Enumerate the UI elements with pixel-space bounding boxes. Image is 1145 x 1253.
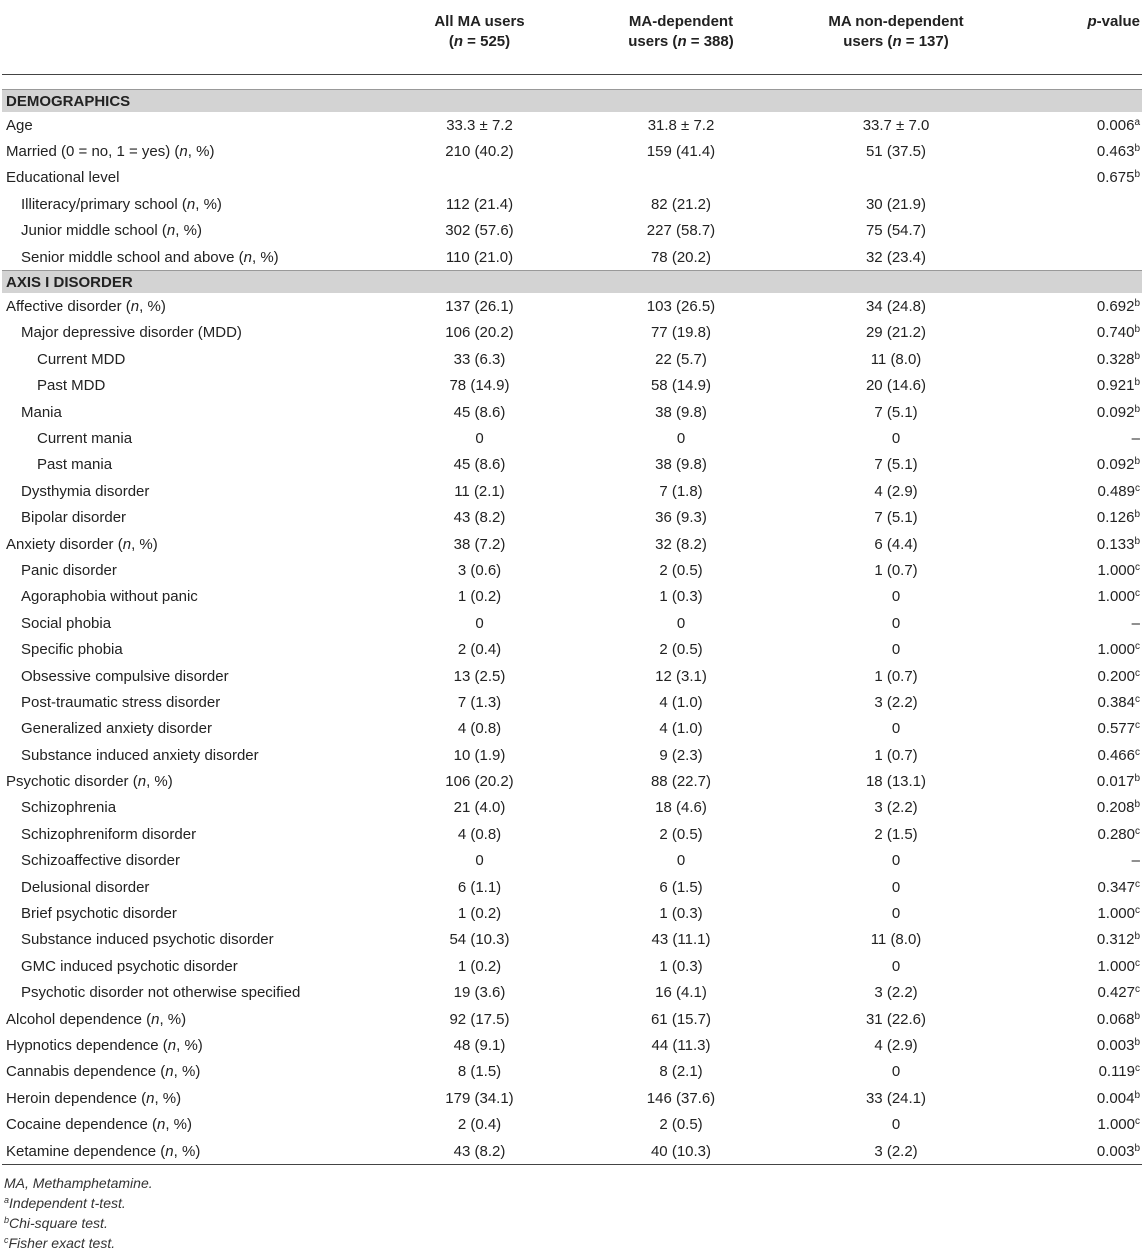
cell-p-value: 1.000$^c$ xyxy=(1097,905,1140,923)
cell-dependent: 18 (4.6) xyxy=(655,799,707,817)
cell-dependent: 2 (0.5) xyxy=(659,641,703,659)
footnote-marker: c xyxy=(1135,693,1140,705)
table-row xyxy=(2,663,1142,689)
cell-dependent: 22 (5.7) xyxy=(655,350,707,368)
table-row xyxy=(2,689,1142,715)
header-empty xyxy=(2,0,382,75)
footnote-marker: b xyxy=(1134,799,1140,811)
table-row xyxy=(2,795,1142,821)
cell-nondependent: 3 (2.2) xyxy=(874,693,918,711)
cell-p-value: 0.740$^b$ xyxy=(1096,324,1140,342)
cell-p-value: 0.003$^b$ xyxy=(1096,1036,1140,1054)
footnote-marker: b xyxy=(1134,169,1140,181)
cell-all-users: 38 (7.2) xyxy=(453,535,506,553)
footnote-marker: c xyxy=(1135,746,1140,758)
cell-all-users: 2 (0.4) xyxy=(457,641,502,659)
row-label: Alcohol dependence (n, %) xyxy=(6,1010,187,1028)
cell-all-users: 33.3 ± 7.2 xyxy=(446,116,513,134)
table-row xyxy=(2,293,1142,319)
footnote-marker: b xyxy=(1134,143,1140,155)
table-row xyxy=(2,768,1142,794)
cell-dependent: 4 (1.0) xyxy=(659,720,703,738)
cell-nondependent: 1 (0.7) xyxy=(874,667,918,685)
cell-all-users: 0 xyxy=(475,852,484,870)
cell-p-value: 0.092$^b$ xyxy=(1096,403,1140,421)
table-row xyxy=(2,636,1142,662)
table-row xyxy=(2,531,1142,557)
table-row xyxy=(2,953,1142,979)
table-row xyxy=(2,1111,1142,1137)
cell-dependent: 32 (8.2) xyxy=(655,535,707,553)
footnote-marker: b xyxy=(1134,324,1140,336)
cell-nondependent: 75 (54.7) xyxy=(865,222,927,240)
cell-nondependent: 0 xyxy=(891,905,901,923)
row-label: Delusional disorder xyxy=(21,878,150,896)
unit-suffix: (n, %) xyxy=(160,1142,201,1160)
footnote-marker: c xyxy=(1135,641,1140,653)
footnote-marker: b xyxy=(1134,1089,1140,1101)
cell-nondependent: 3 (2.2) xyxy=(785,1138,1007,1165)
unit-suffix: (n, %) xyxy=(132,773,173,791)
cell-all-users: 19 (3.6) xyxy=(453,984,506,1002)
cell-p-value: 0.466$^c$ xyxy=(1097,746,1140,764)
cell-nondependent: 0 xyxy=(891,878,901,896)
footnote-marker: b xyxy=(1134,403,1140,415)
cell-nondependent: 0 xyxy=(891,641,901,659)
cell-dependent: 78 (20.2) xyxy=(650,248,712,266)
cell-p-value: – xyxy=(1131,614,1140,632)
cell-dependent: 6 (1.5) xyxy=(659,878,703,896)
cell-all-users: 33 (6.3) xyxy=(453,350,506,368)
cell-dependent: 1 (0.3) xyxy=(659,588,703,606)
section-header xyxy=(2,90,1142,113)
cell-all-users: 106 (20.2) xyxy=(445,773,514,791)
cell-p-value: 1.000$^c$ xyxy=(1097,561,1140,579)
cell-nondependent: 4 (2.9) xyxy=(874,1036,918,1054)
cell-p-value: 1.000$^c$ xyxy=(1097,957,1140,975)
row-label: Hypnotics dependence (n, %) xyxy=(6,1036,203,1054)
cell-p-value xyxy=(1007,244,1142,271)
cell-nondependent: 34 (24.8) xyxy=(865,298,927,316)
cell-nondependent: 33 (24.1) xyxy=(865,1089,927,1107)
cell-p-value: – xyxy=(1131,852,1140,870)
header-nondependent-users: MA non-dependent users (n = 137) xyxy=(785,0,1007,75)
table-row xyxy=(2,452,1142,478)
cell-nondependent: 0 xyxy=(891,1116,901,1134)
cell-p-value: 0.006$^a$ xyxy=(1096,116,1140,134)
cell-nondependent: 11 (8.0) xyxy=(870,350,922,368)
footnote-marker: c xyxy=(1135,561,1140,573)
table-row xyxy=(2,848,1142,874)
cell-all-users: 45 (8.6) xyxy=(453,456,506,474)
row-label: Post-traumatic stress disorder xyxy=(21,693,221,711)
unit-suffix: (n, %) xyxy=(146,1010,187,1028)
table-row xyxy=(2,138,1142,164)
cell-dependent: 38 (9.8) xyxy=(655,456,707,474)
row-label: Current MDD xyxy=(37,350,126,368)
row-label: Past MDD xyxy=(37,377,106,395)
cell-dependent: 103 (26.5) xyxy=(646,298,716,316)
footnote: MA, Methamphetamine. xyxy=(4,1175,153,1192)
unit-suffix: (n, %) xyxy=(151,1116,192,1134)
cell-dependent: 40 (10.3) xyxy=(577,1138,785,1165)
cell-nondependent: 7 (5.1) xyxy=(874,403,918,421)
row-label: Bipolar disorder xyxy=(21,509,127,527)
cell-dependent: 38 (9.8) xyxy=(655,403,707,421)
cell-all-users: 1 (0.2) xyxy=(457,588,502,606)
footnote-marker: c xyxy=(1135,1116,1140,1128)
unit-suffix: (n, %) xyxy=(161,222,202,240)
cell-all-users: 6 (1.1) xyxy=(457,878,502,896)
cell-nondependent: 20 (14.6) xyxy=(865,377,927,395)
footnote-marker: b xyxy=(1134,456,1140,468)
row-label: Junior middle school (n, %) xyxy=(21,222,202,240)
table-row xyxy=(2,478,1142,504)
cell-nondependent: 0 xyxy=(891,957,901,975)
row-label: Substance induced anxiety disorder xyxy=(21,746,259,764)
table-row xyxy=(2,191,1142,217)
cell-all-users: 210 (40.2) xyxy=(445,143,514,161)
cell-dependent: 4 (1.0) xyxy=(659,693,703,711)
row-label: Cocaine dependence (n, %) xyxy=(6,1116,192,1134)
cell-nondependent: 18 (13.1) xyxy=(865,773,927,791)
row-label: Age xyxy=(6,116,33,134)
cell-all-users: 112 (21.4) xyxy=(445,195,514,213)
cell-dependent: 2 (0.5) xyxy=(659,1116,703,1134)
unit-suffix: (n, %) xyxy=(181,195,222,213)
section-title: AXIS I DISORDER xyxy=(2,271,1142,294)
table-row xyxy=(2,244,1142,271)
cell-p-value: 1.000$^c$ xyxy=(1097,588,1140,606)
row-label: Ketamine dependence (n, %) xyxy=(2,1138,382,1165)
footnote-marker: c xyxy=(1135,905,1140,917)
cell-dependent: 58 (14.9) xyxy=(650,377,712,395)
cell-dependent: 2 (0.5) xyxy=(659,825,703,843)
cell-dependent: 77 (19.8) xyxy=(650,324,712,342)
cell-nondependent: 0 xyxy=(891,1063,901,1081)
cell-p-value: 0.328$^b$ xyxy=(1096,350,1140,368)
row-label: Married (0 = no, 1 = yes) (n, %) xyxy=(6,143,215,161)
cell-dependent: 7 (1.8) xyxy=(659,482,703,500)
row-label: Major depressive disorder (MDD) xyxy=(21,324,242,342)
cell-dependent: 12 (3.1) xyxy=(655,667,707,685)
cell-nondependent: 6 (4.4) xyxy=(874,535,918,553)
cell-p-value: 0.208$^b$ xyxy=(1096,799,1140,817)
cell-all-users: 21 (4.0) xyxy=(453,799,506,817)
cell-all-users: 0 xyxy=(475,429,484,447)
table-row xyxy=(2,1032,1142,1058)
cell-dependent: 1 (0.3) xyxy=(659,905,703,923)
cell-p-value: 0.312$^b$ xyxy=(1096,931,1140,949)
cell-p-value: 0.017$^b$ xyxy=(1096,773,1140,791)
table-row xyxy=(2,504,1142,530)
row-label: Senior middle school and above (n, %) xyxy=(21,248,279,266)
cell-p-value: 0.119$^c$ xyxy=(1098,1063,1140,1081)
unit-suffix: (n, %) xyxy=(125,298,166,316)
cell-dependent: 0 xyxy=(676,852,686,870)
cell-all-users: 43 (8.2) xyxy=(382,1138,577,1165)
cell-all-users: 8 (1.5) xyxy=(457,1063,502,1081)
table-row xyxy=(2,716,1142,742)
cell-p-value: 0.004$^b$ xyxy=(1096,1089,1140,1107)
cell-nondependent: 1 (0.7) xyxy=(874,746,918,764)
cell-nondependent: 0 xyxy=(891,588,901,606)
cell-dependent: 31.8 ± 7.2 xyxy=(647,116,715,134)
unit-suffix: (n, %) xyxy=(141,1089,182,1107)
cell-p-value: 0.463$^b$ xyxy=(1096,143,1140,161)
cell-nondependent: 33.7 ± 7.0 xyxy=(862,116,930,134)
table-row xyxy=(2,165,1142,191)
cell-p-value: 0.675$^b$ xyxy=(1096,169,1140,187)
table-row xyxy=(2,874,1142,900)
cell-nondependent: 2 (1.5) xyxy=(874,825,918,843)
cell-nondependent: 31 (22.6) xyxy=(865,1010,927,1028)
footnote-marker: c xyxy=(1135,482,1140,494)
section-title: DEMOGRAPHICS xyxy=(2,90,1142,113)
table-row xyxy=(2,320,1142,346)
table-row xyxy=(2,1006,1142,1032)
footnote-marker: b xyxy=(1134,1036,1140,1048)
cell-dependent: 44 (11.3) xyxy=(651,1036,711,1054)
row-label: Specific phobia xyxy=(21,641,123,659)
cell-dependent xyxy=(577,165,785,191)
cell-p-value: 1.000$^c$ xyxy=(1097,641,1140,659)
cell-all-users: 1 (0.2) xyxy=(457,957,502,975)
row-label: Schizophrenia xyxy=(21,799,117,817)
cell-all-users: 137 (26.1) xyxy=(445,298,514,316)
footnote-marker: c xyxy=(1135,588,1140,600)
row-label: Affective disorder (n, %) xyxy=(6,298,166,316)
footnote-marker: b xyxy=(1134,535,1140,547)
cell-all-users xyxy=(382,165,577,191)
row-label: Psychotic disorder not otherwise specified xyxy=(21,984,301,1002)
footnote-marker: c xyxy=(1135,720,1140,732)
row-label: Cannabis dependence (n, %) xyxy=(6,1063,201,1081)
footnote-marker: b xyxy=(1134,1010,1140,1022)
cell-all-users: 78 (14.9) xyxy=(449,377,510,395)
cell-all-users: 179 (34.1) xyxy=(445,1089,514,1107)
cell-p-value: 0.068$^b$ xyxy=(1096,1010,1140,1028)
footnote-marker: c xyxy=(1135,957,1140,969)
unit-suffix: (n, %) xyxy=(174,143,215,161)
header-all-users: All MA users (n = 525) xyxy=(382,0,577,75)
cell-nondependent: 3 (2.2) xyxy=(874,984,918,1002)
footnote-marker: b xyxy=(1134,773,1140,785)
cell-p-value xyxy=(1007,191,1142,217)
cell-nondependent: 7 (5.1) xyxy=(874,456,918,474)
cell-p-value: 0.692$^b$ xyxy=(1096,298,1140,316)
table-row xyxy=(2,927,1142,953)
cell-all-users: 7 (1.3) xyxy=(457,693,502,711)
table-row xyxy=(2,112,1142,138)
cell-all-users: 13 (2.5) xyxy=(453,667,506,685)
footnote-marker: b xyxy=(1134,1142,1140,1154)
cell-nondependent: 32 (23.4) xyxy=(865,248,927,266)
cell-dependent: 9 (2.3) xyxy=(659,746,703,764)
cell-nondependent xyxy=(785,165,1007,191)
row-label: Schizoaffective disorder xyxy=(21,852,180,870)
unit-suffix: (n, %) xyxy=(238,248,279,266)
results-table xyxy=(2,0,1142,1165)
unit-suffix: (n, %) xyxy=(162,1036,203,1054)
cell-all-users: 11 (2.1) xyxy=(454,482,505,500)
cell-dependent: 8 (2.1) xyxy=(659,1063,703,1081)
cell-dependent: 16 (4.1) xyxy=(655,984,707,1002)
cell-p-value: 0.489$^c$ xyxy=(1097,482,1140,500)
row-label: Mania xyxy=(21,403,62,421)
row-label: Heroin dependence (n, %) xyxy=(6,1089,182,1107)
cell-nondependent: 11 (8.0) xyxy=(870,931,922,949)
row-label: Panic disorder xyxy=(21,561,117,579)
cell-all-users: 110 (21.0) xyxy=(445,248,514,266)
header-dependent-users: MA-dependent users (n = 388) xyxy=(577,0,785,75)
footnote-marker: c xyxy=(1135,878,1140,890)
cell-nondependent: 51 (37.5) xyxy=(865,143,927,161)
footnote-marker: c xyxy=(1135,1063,1140,1075)
table-row xyxy=(2,610,1142,636)
row-label: Social phobia xyxy=(21,614,112,632)
header-row xyxy=(2,0,1142,75)
table-row xyxy=(2,373,1142,399)
row-label: Dysthymia disorder xyxy=(21,482,150,500)
cell-dependent: 227 (58.7) xyxy=(646,222,716,240)
row-label: Educational level xyxy=(6,169,120,187)
footnote-marker: c xyxy=(1135,825,1140,837)
cell-p-value: 0.200$^c$ xyxy=(1097,667,1140,685)
table-row xyxy=(2,399,1142,425)
cell-all-users: 4 (0.8) xyxy=(457,720,502,738)
table-row xyxy=(2,425,1142,451)
row-label: Psychotic disorder (n, %) xyxy=(6,773,173,791)
table-footnotes xyxy=(4,1173,1145,1253)
footnote-marker: a xyxy=(1134,116,1140,128)
cell-p-value: – xyxy=(1131,429,1140,447)
table-body xyxy=(2,90,1142,1165)
unit-suffix: (n, %) xyxy=(117,535,158,553)
cell-nondependent: 0 xyxy=(891,429,901,447)
table-row xyxy=(2,1138,1142,1165)
cell-all-users: 1 (0.2) xyxy=(457,905,502,923)
cell-nondependent: 4 (2.9) xyxy=(874,482,918,500)
cell-dependent: 2 (0.5) xyxy=(659,561,703,579)
cell-all-users: 2 (0.4) xyxy=(457,1116,502,1134)
row-label: Obsessive compulsive disorder xyxy=(21,667,229,685)
cell-nondependent: 7 (5.1) xyxy=(874,509,918,527)
cell-all-users: 3 (0.6) xyxy=(457,561,502,579)
cell-p-value: 0.921$^b$ xyxy=(1096,377,1140,395)
cell-nondependent: 29 (21.2) xyxy=(865,324,927,342)
table-row xyxy=(2,980,1142,1006)
unit-suffix: (n, %) xyxy=(160,1063,201,1081)
cell-dependent: 146 (37.6) xyxy=(646,1089,716,1107)
cell-p-value: 0.427$^c$ xyxy=(1097,984,1140,1002)
cell-nondependent: 0 xyxy=(891,720,901,738)
footnote-marker: c xyxy=(1135,984,1140,996)
cell-p-value: 0.280$^c$ xyxy=(1097,825,1140,843)
cell-dependent: 61 (15.7) xyxy=(650,1010,712,1028)
table-row xyxy=(2,1059,1142,1085)
cell-dependent: 43 (11.1) xyxy=(651,931,711,949)
cell-all-users: 54 (10.3) xyxy=(449,931,510,949)
cell-all-users: 302 (57.6) xyxy=(445,222,514,240)
footnote-marker: b xyxy=(1134,350,1140,362)
table-row xyxy=(2,346,1142,372)
table-row xyxy=(2,900,1142,926)
cell-dependent: 1 (0.3) xyxy=(659,957,703,975)
cell-nondependent: 1 (0.7) xyxy=(874,561,918,579)
row-label: Schizophreniform disorder xyxy=(21,825,197,843)
cell-all-users: 43 (8.2) xyxy=(453,509,506,527)
table-row xyxy=(2,1085,1142,1111)
row-label: Past mania xyxy=(37,456,113,474)
footnote: $^b$Chi-square test. xyxy=(4,1215,108,1232)
footnote-marker: b xyxy=(1134,298,1140,310)
cell-dependent: 36 (9.3) xyxy=(655,509,707,527)
cell-all-users: 48 (9.1) xyxy=(453,1036,506,1054)
cell-all-users: 10 (1.9) xyxy=(453,746,506,764)
cell-dependent: 82 (21.2) xyxy=(650,195,712,213)
footnote-marker: b xyxy=(1134,509,1140,521)
row-label: Agoraphobia without panic xyxy=(21,588,198,606)
cell-nondependent: 3 (2.2) xyxy=(874,799,918,817)
table-row xyxy=(2,218,1142,244)
row-label: Anxiety disorder (n, %) xyxy=(6,535,158,553)
row-label: GMC induced psychotic disorder xyxy=(21,957,238,975)
header-p-value: p-value xyxy=(1007,0,1142,75)
cell-p-value: 0.384$^c$ xyxy=(1097,693,1140,711)
footnote: $^a$Independent t-test. xyxy=(4,1195,126,1212)
cell-nondependent: 0 xyxy=(891,614,901,632)
row-label: Illiteracy/primary school (n, %) xyxy=(21,195,222,213)
cell-p-value: 0.347$^c$ xyxy=(1097,878,1140,896)
cell-dependent: 0 xyxy=(676,429,686,447)
cell-dependent: 0 xyxy=(676,614,686,632)
table-row xyxy=(2,584,1142,610)
cell-nondependent: 30 (21.9) xyxy=(865,195,927,213)
cell-all-users: 0 xyxy=(475,614,484,632)
cell-p-value: 0.003$^b$ xyxy=(1007,1138,1142,1165)
row-label: Brief psychotic disorder xyxy=(21,905,177,923)
table-row xyxy=(2,821,1142,847)
cell-dependent: 88 (22.7) xyxy=(650,773,712,791)
cell-p-value: 0.092$^b$ xyxy=(1096,456,1140,474)
footnote-marker: b xyxy=(1134,377,1140,389)
section-header xyxy=(2,271,1142,294)
cell-p-value: 0.577$^c$ xyxy=(1097,720,1140,738)
footnote-marker: c xyxy=(1135,667,1140,679)
cell-all-users: 45 (8.6) xyxy=(453,403,506,421)
table-row xyxy=(2,557,1142,583)
row-label: Generalized anxiety disorder xyxy=(21,720,212,738)
cell-p-value: 1.000$^c$ xyxy=(1097,1116,1140,1134)
cell-nondependent: 0 xyxy=(891,852,901,870)
cell-all-users: 106 (20.2) xyxy=(445,324,514,342)
cell-p-value: 0.126$^b$ xyxy=(1096,509,1140,527)
row-label: Current mania xyxy=(37,429,133,447)
footnote: $^c$Fisher exact test. xyxy=(4,1235,116,1252)
cell-all-users: 4 (0.8) xyxy=(457,825,502,843)
cell-p-value: 0.133$^b$ xyxy=(1096,535,1140,553)
table-row xyxy=(2,742,1142,768)
cell-all-users: 92 (17.5) xyxy=(449,1010,510,1028)
footnote-marker: b xyxy=(1134,931,1140,943)
cell-p-value xyxy=(1007,218,1142,244)
row-label: Substance induced psychotic disorder xyxy=(21,931,274,949)
cell-dependent: 159 (41.4) xyxy=(646,143,716,161)
